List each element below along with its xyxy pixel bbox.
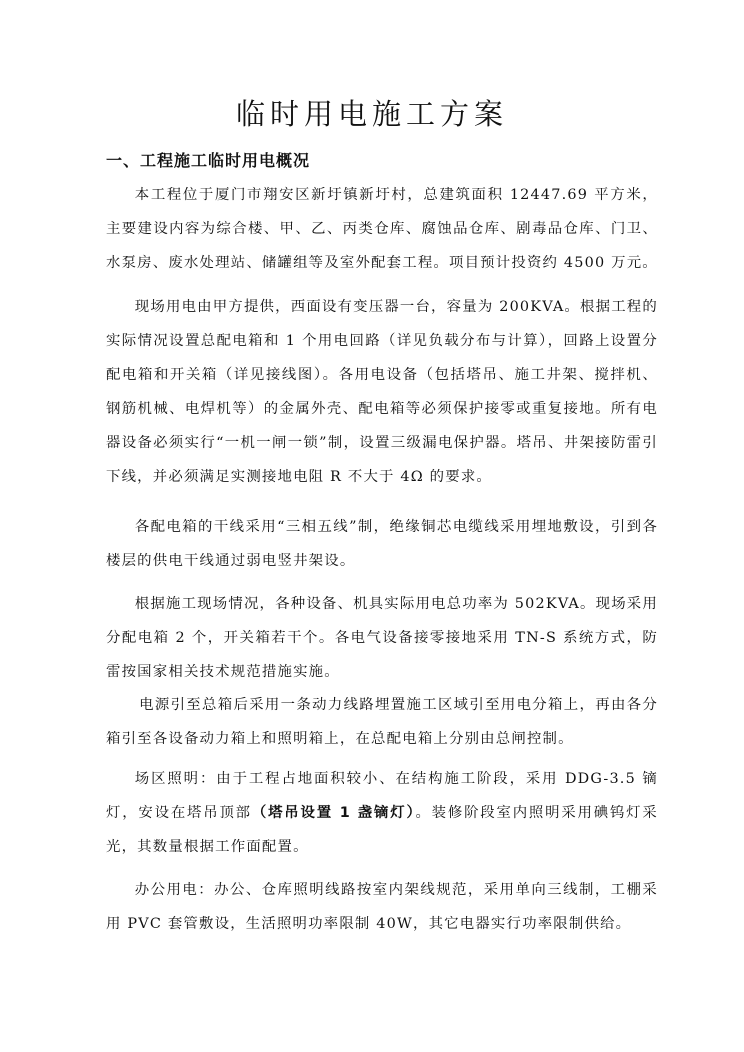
paragraph-project-overview: 本工程位于厦门市翔安区新圩镇新圩村，总建筑面积 12447.69 平方米，主要建设内容为综合楼、甲、乙、丙类仓库、腐蚀品仓库、剧毒品仓库、门卫、水泵房、废水处理站、储罐组等及室外配套工程。项目预计投资约 4500 万元。 <box>106 187 658 271</box>
paragraph-site-lighting <box>106 762 658 864</box>
paragraph-trunk-lines: 各配电箱的干线采用“三相五线”制，绝缘铜芯电缆线采用埋地敷设，引到各楼层的供电干线通过弱电竖井架设。 <box>106 519 658 569</box>
document-title: 临时用电施工方案 <box>235 97 508 131</box>
paragraph-power-routing: 电源引至总箱后采用一条动力线路埋置施工区域引至用电分箱上，再由各分箱引至各设备动力箱上和照明箱上，在总配电箱上分别由总闸控制。 <box>106 697 658 747</box>
site-lighting-text-start: 场区照明：由于工程占地面积较小、在结构施工阶段，采用 DDG-3.5 镝灯，安设在塔吊顶部 <box>106 771 658 821</box>
section-heading: 一、工程施工临时用电概况 <box>106 151 311 170</box>
paragraph-power-supply: 现场用电由甲方提供，西面设有变压器一台，容量为 200KVA。根据工程的实际情况设置总配电箱和 1 个用电回路（详见负载分布与计算），回路上设置分配电箱和开关箱（详见接线图）。各用电设备（包括塔吊、施工井架、搅拌机、钢筋机械、电焊机等）的金属外壳、配电箱等必须保护接零或重复接地。所有电器设备必须实行“一机一闸一锁”制，设置三级漏电保护器。塔吊、井架接防雷引下线，并必须满足实测接地电阻 R 不大于 4Ω 的要求。 <box>106 299 658 485</box>
paragraph-total-power: 根据施工现场情况，各种设备、机具实际用电总功率为 502KVA。现场采用分配电箱 2 个，开关箱若干个。各电气设备接零接地采用 TN-S 系统方式，防雷按国家相关技术规范措施实施。 <box>106 596 658 680</box>
site-lighting-text-end: 。装修阶段室内照明采用碘钨灯采光，其数量根据工作面配置。 <box>106 805 658 855</box>
paragraph-office-power: 办公用电：办公、仓库照明线路按室内架线规范，采用单向三线制，工棚采用 PVC 套管敷设，生活照明功率限制 40W，其它电器实行功率限制供给。 <box>106 882 658 932</box>
site-lighting-bold-note: （塔吊设置 1 盏镝灯） <box>251 805 416 821</box>
